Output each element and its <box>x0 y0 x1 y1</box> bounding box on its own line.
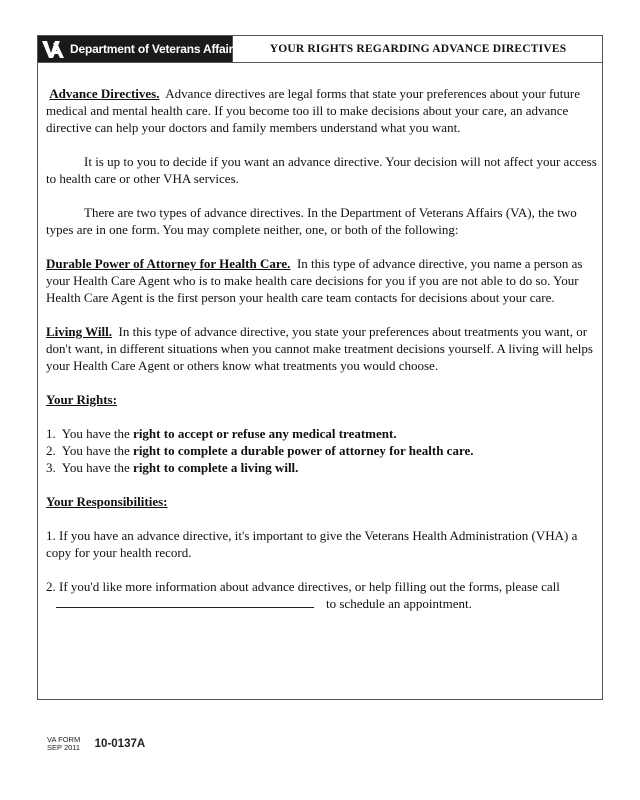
poa-paragraph <box>46 255 598 306</box>
va-seal-icon <box>41 39 66 59</box>
living-will-text: In this type of advance directive, you state your preferences about treatments you want, or don't want, in different situations when you cannot make treatment decisions yourself. A living will helps your Health Care Agent or others know what treatments you would choose. <box>46 324 593 373</box>
agency-name: Department of Veterans Affairs <box>70 42 240 56</box>
list-item <box>46 459 598 476</box>
types-paragraph: There are two types of advance directives. In the Department of Veterans Affairs (VA), the two types are in one form. You may complete neither, one, or both of the following: <box>46 205 577 237</box>
form-label-block <box>47 736 80 751</box>
item-number: 2. <box>46 443 56 458</box>
intro-heading: Advance Directives. <box>49 86 160 101</box>
rights-heading-text: Your Rights: <box>46 392 117 407</box>
phone-number-field[interactable] <box>56 596 314 608</box>
call-text: 2. If you'd like more information about advance directives, or help filling out the forms, please call <box>46 579 560 594</box>
poa-heading: Durable Power of Attorney for Health Care. <box>46 256 291 271</box>
form-header <box>38 36 602 63</box>
form-frame <box>37 35 603 700</box>
rights-list <box>46 425 598 476</box>
item-right: right to accept or refuse any medical treatment. <box>133 426 397 441</box>
rights-heading <box>46 391 598 408</box>
decide-paragraph: It is up to you to decide if you want an advance directive. Your decision will not affect your access to health care or other VHA services. <box>46 154 597 186</box>
form-footer <box>47 733 145 751</box>
item-right: right to complete a living will. <box>133 460 299 475</box>
responsibilities-heading <box>46 493 598 510</box>
form-date: SEP 2011 <box>47 742 81 752</box>
form-body <box>46 85 598 629</box>
responsibilities-heading-text: Your Responsibilities: <box>46 494 168 509</box>
intro-text: Advance directives are legal forms that state your preferences about your future medical and mental health care. If you become too ill to make decisions about your care, an advance directive can help your doctors and family members understand what you want. <box>46 86 581 135</box>
poa-text: In this type of advance directive, you name a person as your Health Care Agent who is to make health care decisions for you if you are not able to do so. Your Health Care Agent is the first person your health care team contacts for decisions about your care. <box>46 256 583 305</box>
item-right: right to complete a durable power of attorney for health care. <box>133 443 474 458</box>
living-will-heading: Living Will. <box>46 324 112 339</box>
item-number: 1. <box>46 426 56 441</box>
item-prefix: You have the <box>61 426 130 441</box>
form-title: YOUR RIGHTS REGARDING ADVANCE DIRECTIVES <box>269 43 567 55</box>
form-label: VA FORM <box>47 735 81 744</box>
intro-paragraph <box>46 85 598 136</box>
responsibility-item-1: 1. If you have an advance directive, it's important to give the Veterans Health Administration (VHA) a copy for your health record. <box>46 528 578 560</box>
list-item <box>46 425 598 442</box>
item-prefix: You have the <box>61 443 130 458</box>
living-will-paragraph <box>46 323 598 374</box>
item-prefix: You have the <box>61 460 130 475</box>
form-number: 10-0137A <box>94 738 146 750</box>
item-number: 3. <box>46 460 56 475</box>
responsibility-item-2 <box>46 578 598 612</box>
list-item <box>46 442 598 459</box>
va-logo <box>38 36 240 62</box>
schedule-text: to schedule an appointment. <box>326 596 472 611</box>
